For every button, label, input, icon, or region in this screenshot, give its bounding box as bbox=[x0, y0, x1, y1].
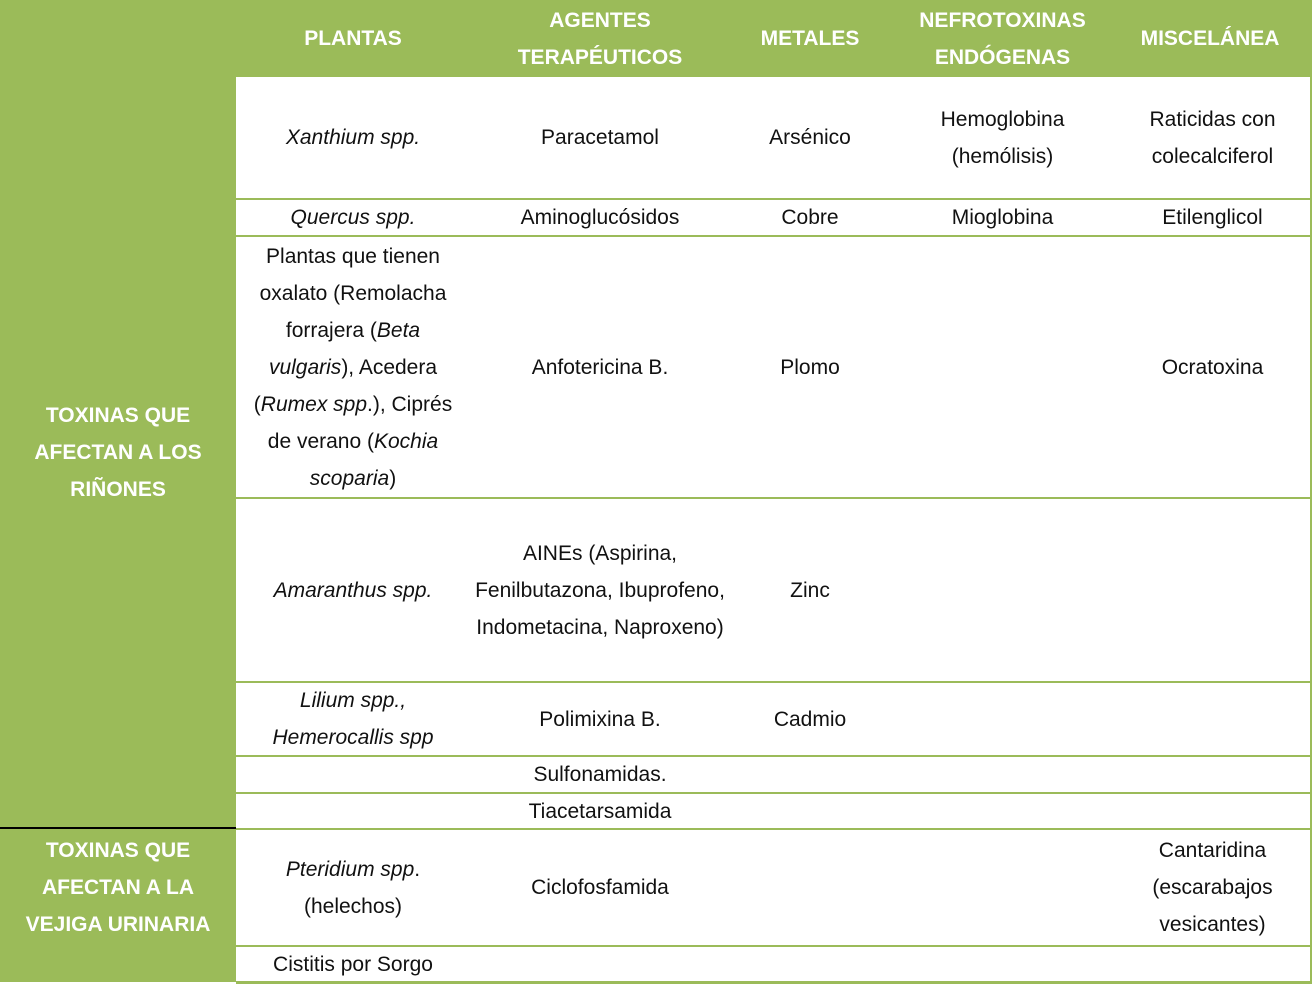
cell-nefro bbox=[890, 237, 1115, 497]
cell-plantas bbox=[236, 200, 470, 235]
header-nefrotoxinas: NEFROTOXINAS ENDÓGENAS bbox=[919, 8, 1086, 69]
text-segment: .), Ciprés de verano ( bbox=[267, 392, 453, 453]
text-plantas: Quercus spp. bbox=[290, 206, 416, 229]
cell-text bbox=[1162, 349, 1264, 386]
cell-metales bbox=[730, 683, 890, 755]
cell-nefro bbox=[890, 757, 1115, 792]
cell-text bbox=[790, 572, 830, 609]
cell-agentes bbox=[470, 200, 730, 235]
text-segment: ), Acedera ( bbox=[253, 355, 438, 416]
text-agentes: Aminoglucósidos bbox=[520, 206, 680, 229]
text-metales: Plomo bbox=[780, 355, 840, 379]
text-plantas: Cistitis por Sorgo bbox=[273, 952, 433, 976]
text-misc: Raticidas con colecalciferol bbox=[1149, 107, 1276, 168]
cell-misc bbox=[1115, 200, 1310, 235]
text-segment: Rumex spp bbox=[260, 392, 368, 416]
text-agentes: Anfotericina B. bbox=[531, 355, 669, 379]
text-metales: Arsénico bbox=[769, 126, 851, 149]
text-plantas: Lilium spp., Hemerocallis spp bbox=[272, 689, 434, 749]
cell-misc bbox=[1115, 237, 1310, 497]
cell-text bbox=[894, 101, 1111, 175]
cell-agentes bbox=[470, 757, 730, 792]
cell-text bbox=[531, 869, 669, 906]
cell-plantas bbox=[236, 794, 470, 828]
text-plantas: Amaranthus spp. bbox=[273, 578, 433, 602]
cell-text bbox=[529, 793, 672, 830]
header-miscelanea: MISCELÁNEA bbox=[1140, 27, 1280, 50]
text-agentes: Ciclofosfamida bbox=[531, 876, 669, 899]
cell-agentes bbox=[470, 77, 730, 198]
text-segment: . (helechos) bbox=[303, 857, 421, 918]
text-agentes: Paracetamol bbox=[541, 126, 659, 149]
cell-misc bbox=[1115, 830, 1310, 945]
cell-text bbox=[1119, 101, 1306, 175]
cell-text bbox=[769, 119, 851, 156]
cell-text bbox=[291, 199, 416, 236]
text-misc: Ocratoxina bbox=[1161, 355, 1264, 379]
cell-text bbox=[244, 682, 462, 756]
cell-text bbox=[781, 199, 838, 236]
text-agentes: Tiacetarsamida bbox=[528, 799, 672, 823]
cell-text bbox=[273, 946, 433, 983]
cell-plantas bbox=[236, 757, 470, 792]
cell-metales bbox=[730, 77, 890, 198]
cell-agentes bbox=[470, 830, 730, 945]
cell-text bbox=[539, 701, 660, 738]
cell-text bbox=[952, 199, 1054, 236]
text-segment: Beta vulgaris bbox=[268, 318, 421, 379]
cell-nefro bbox=[890, 77, 1115, 198]
cell-metales bbox=[730, 757, 890, 792]
cell-metales bbox=[730, 947, 890, 981]
cell-misc bbox=[1115, 499, 1310, 681]
cell-text bbox=[774, 701, 846, 738]
group-label-vejiga: TOXINAS QUE AFECTAN A LA VEJIGA URINARIA bbox=[25, 838, 211, 936]
text-misc: Etilenglicol bbox=[1162, 206, 1263, 229]
group-label-rinones: TOXINAS QUE AFECTAN A LOS RIÑONES bbox=[34, 404, 202, 501]
cell-text bbox=[1162, 199, 1262, 236]
cell-plantas bbox=[236, 683, 470, 755]
text-segment: Plantas que tienen oxalato (Remolacha forrajera ( bbox=[259, 244, 447, 342]
cell-text bbox=[521, 199, 680, 236]
text-misc: Cantaridina (escarabajos vesicantes) bbox=[1152, 839, 1273, 936]
text-nefro: Hemoglobina (hemólisis) bbox=[940, 107, 1065, 168]
cell-nefro bbox=[890, 499, 1115, 681]
cell-agentes bbox=[470, 237, 730, 497]
cell-metales bbox=[730, 200, 890, 235]
cell-plantas bbox=[236, 499, 470, 681]
text-plantas: Xanthium spp. bbox=[285, 126, 421, 149]
cell-nefro bbox=[890, 947, 1115, 981]
cell-text bbox=[274, 572, 433, 609]
cell-nefro bbox=[890, 683, 1115, 755]
cell-misc bbox=[1115, 947, 1310, 981]
cell-plantas bbox=[236, 237, 470, 497]
text-agentes: Sulfonamidas. bbox=[533, 763, 667, 786]
text-metales: Zinc bbox=[790, 578, 830, 602]
cell-text bbox=[474, 535, 726, 646]
text-segment: ) bbox=[389, 466, 397, 490]
cell-agentes bbox=[470, 794, 730, 828]
cell-nefro bbox=[890, 830, 1115, 945]
cell-text bbox=[533, 756, 666, 793]
header-plantas: PLANTAS bbox=[304, 27, 402, 50]
cell-text bbox=[244, 851, 462, 925]
cell-text bbox=[244, 238, 462, 497]
cell-misc bbox=[1115, 683, 1310, 755]
text-metales: Cadmio bbox=[773, 707, 847, 731]
cell-plantas bbox=[236, 947, 470, 981]
text-segment: Pteridium spp bbox=[285, 857, 415, 881]
cell-text bbox=[541, 119, 659, 156]
cell-metales bbox=[730, 237, 890, 497]
cell-plantas bbox=[236, 830, 470, 945]
cell-metales bbox=[730, 499, 890, 681]
text-agentes: AINEs (Aspirina, Fenilbutazona, Ibuprofeno, Indometacina, Naproxeno) bbox=[475, 541, 725, 639]
cell-metales bbox=[730, 794, 890, 828]
cell-agentes bbox=[470, 499, 730, 681]
cell-nefro bbox=[890, 794, 1115, 828]
text-metales: Cobre bbox=[781, 206, 839, 229]
cell-metales bbox=[730, 830, 890, 945]
cell-plantas bbox=[236, 77, 470, 198]
cell-misc bbox=[1115, 77, 1310, 198]
cell-text bbox=[532, 349, 669, 386]
cell-misc bbox=[1115, 757, 1310, 792]
header-metales: METALES bbox=[760, 27, 860, 50]
cell-agentes bbox=[470, 683, 730, 755]
text-nefro: Mioglobina bbox=[951, 206, 1054, 229]
cell-misc bbox=[1115, 794, 1310, 828]
header-agentes: AGENTES TERAPÉUTICOS bbox=[517, 8, 683, 69]
text-agentes: Polimixina B. bbox=[539, 707, 661, 731]
cell-nefro bbox=[890, 200, 1115, 235]
cell-text bbox=[286, 119, 420, 156]
cell-agentes bbox=[470, 947, 730, 981]
cell-text bbox=[780, 349, 840, 386]
cell-text bbox=[1119, 832, 1306, 943]
text-segment: Kochia scoparia bbox=[309, 429, 439, 490]
